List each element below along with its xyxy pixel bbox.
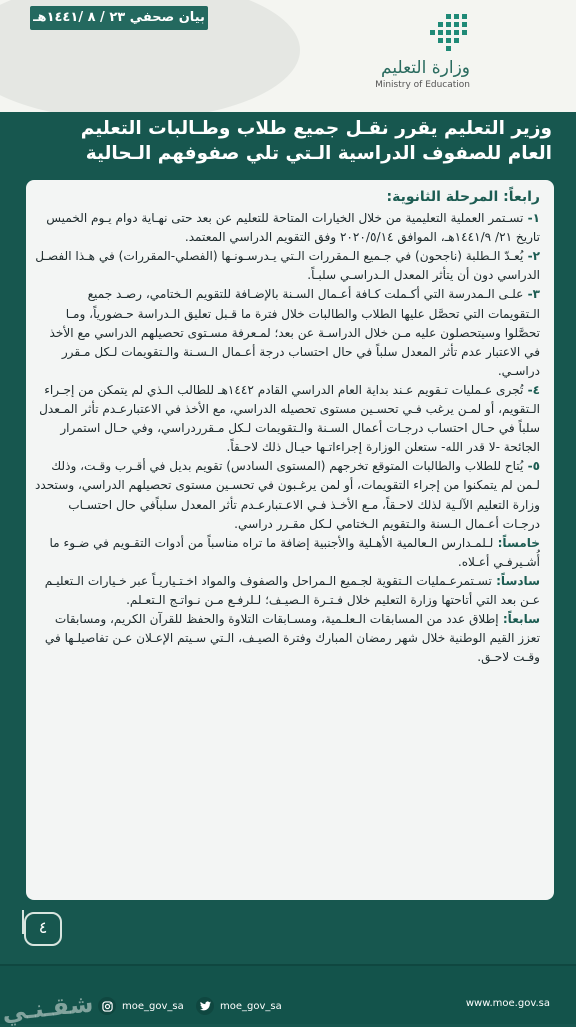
paragraph-lead: سادساً:: [491, 573, 540, 588]
list-item: [32, 457, 540, 533]
paragraph-lead: خامساً:: [493, 535, 540, 550]
headline-line-1: وزير التعليم يقرر نقـل جميع طلاب وطـالبات التعليم: [80, 118, 552, 139]
content-body: [32, 188, 540, 667]
item-number: ٣-: [523, 287, 540, 302]
press-release-date: بيان صحفي ٢٣ / ٨ /١٤٤١هـ: [30, 6, 208, 30]
item-text: تُجرى عـمليات تـقويم عـند بداية العام الدراسي القادم ١٤٤٢هـ للطالب الـذي لم يتمكن من إجـراء الـتقويم، أو لمـن يرغب فـي تحسـين مستوى تحصيله الدراسي، مع الأخذ في الاعتبارعـدم تأثر المـعدل سلباً في حـال احتساب درجـات أعمال السـنة والـتقويمات لـكل مـقرردراسي، وفي حـال استمرار الجائحة -لا قدر الله- ستعلن الوزارة إجراءاتـها حيـال ذلك لاحـقاً.: [39, 382, 540, 455]
paragraph-sixth: [32, 572, 540, 610]
item-text: تسـتمر العملية التعليمية من خلال الخيارات المتاحة للتعليم عن بعد حتى نهـاية دوام يـوم الخميس تاريخ ٢١/ ١٤٤١/٩هـ، الموافق ٢٠٢٠/٥/١٤ وفق التقويم الدراسي المعتمد.: [46, 211, 540, 245]
item-text: علـى الـمدرسة التي أكـملت كـافة أعـمال السـنة بالإضـافة للتقويم الـختامي، رصـد جميع الـتقويمات التي تحصَّل عليها الطلاب والطالبات خلال فترة ما قـبل تعليق الـدراسة حـضورياً، ومـا تحصَّلوا وسيتحصلون عليه مـن خلال الدراسـة عن بعد؛ لمـعرفة مسـتوى تحصيلهم الدراسي مع الأخذ في الاعتبار عدم تأثر المعدل سلباً في حال احتساب درجة أعـمال الـسـنة والـتقويمات لـكل مـقرر دراسـي.: [49, 287, 540, 378]
ministry-logo: [360, 10, 470, 95]
header-band: [0, 0, 576, 112]
twitter-icon: [196, 997, 214, 1015]
twitter-handle: moe_gov_sa: [220, 1000, 282, 1012]
item-number: ١-: [523, 211, 540, 226]
instagram-icon: [98, 997, 116, 1015]
site-watermark: شقـنـي: [0, 989, 95, 1027]
headline: [30, 116, 552, 166]
paragraph-seventh: [32, 610, 540, 667]
paragraph-fifth: [32, 534, 540, 572]
list-item: [32, 209, 540, 247]
section-heading: رابعاً: المرحلة الثانوية:: [386, 189, 540, 205]
instagram-handle: moe_gov_sa: [122, 1000, 184, 1012]
item-text: يُعـدّ الـطلبة (ناجحون) في جـميع الـمقررات الـتي يـدرسـونـها (الفصلي-المقررات) في هـذا الفصـل الدراسي دون أن يتأثر المعدل الـدراسـي سلبـاً.: [35, 249, 540, 283]
logo-english-text: Ministry of Education: [375, 80, 470, 90]
item-number: ٤-: [523, 382, 540, 397]
paragraph-text: لـلمـدارس الـعالمية الأهـلية والأجنبية إضافة ما تراه مناسباً من أدوات التقـويم في ضـوء ما أُشـيرفـي أعـلاه.: [49, 535, 540, 569]
item-text: يُتاح للطلاب والطالبات المتوقع تخرجهم (المستوى السادس) تقويم بديل في أقـرب وقـت، وذلك لـمن لم يتمكنوا من إجراء التقويمات، أو لمن يرغـبون في تحسـين مستوى تحصيلهم الدراسي، وستحدد وزارة التعليم الآلـية لذلك لاحـقاً، مـع الأخـذ فـي الاعـتبارعـدم تأثر المعدل سلباًفي حال احتسـاب درجـات أعـمال الـسنة والـتقويم الـختامي لـكل مقـرر دراسي.: [35, 459, 540, 531]
item-number: ٥-: [523, 459, 540, 474]
paragraph-text: تسـتمرعـمليات الـتقوية لجـميع الـمراحل والصفوف والمواد اخـتـياريـاً عبر خـيارات الـتعليـم عـن بعد التي أتاحتها وزارة التعليم خلال فـتـرة الـصيـف؛ لـلرفـع مـن نـواتـج الـتعـلم.: [44, 573, 540, 607]
website-link[interactable]: www.moe.gov.sa: [465, 998, 550, 1009]
page-number: ٤: [24, 912, 62, 946]
twitter-link[interactable]: [196, 996, 282, 1016]
paragraph-text: إطلاق عدد من المسابقات الـعلـمية، ومسـابقات التلاوة والحفظ للقرآن الكريم، ومسابقات تعزز القيم الوطنية خلال شهر رمضان المبارك وفترة الصيـف، الـتي سـيتم الإعـلان عـن تفاصيلـها في وقـت لاحـق.: [44, 612, 540, 665]
headline-line-2: العام للصفوف الدراسية الـتي تلي صفوفهم الـحالية: [85, 143, 552, 164]
list-item: [32, 381, 540, 457]
paragraph-lead: سابعاً:: [498, 612, 540, 627]
ministry-logo-icon: [410, 10, 470, 56]
instagram-link[interactable]: [98, 996, 184, 1016]
list-item: [32, 285, 540, 380]
logo-arabic-text: وزارة التعليم: [381, 58, 470, 78]
list-item: [32, 247, 540, 285]
content-card: [26, 180, 554, 900]
item-number: ٢-: [523, 249, 540, 264]
